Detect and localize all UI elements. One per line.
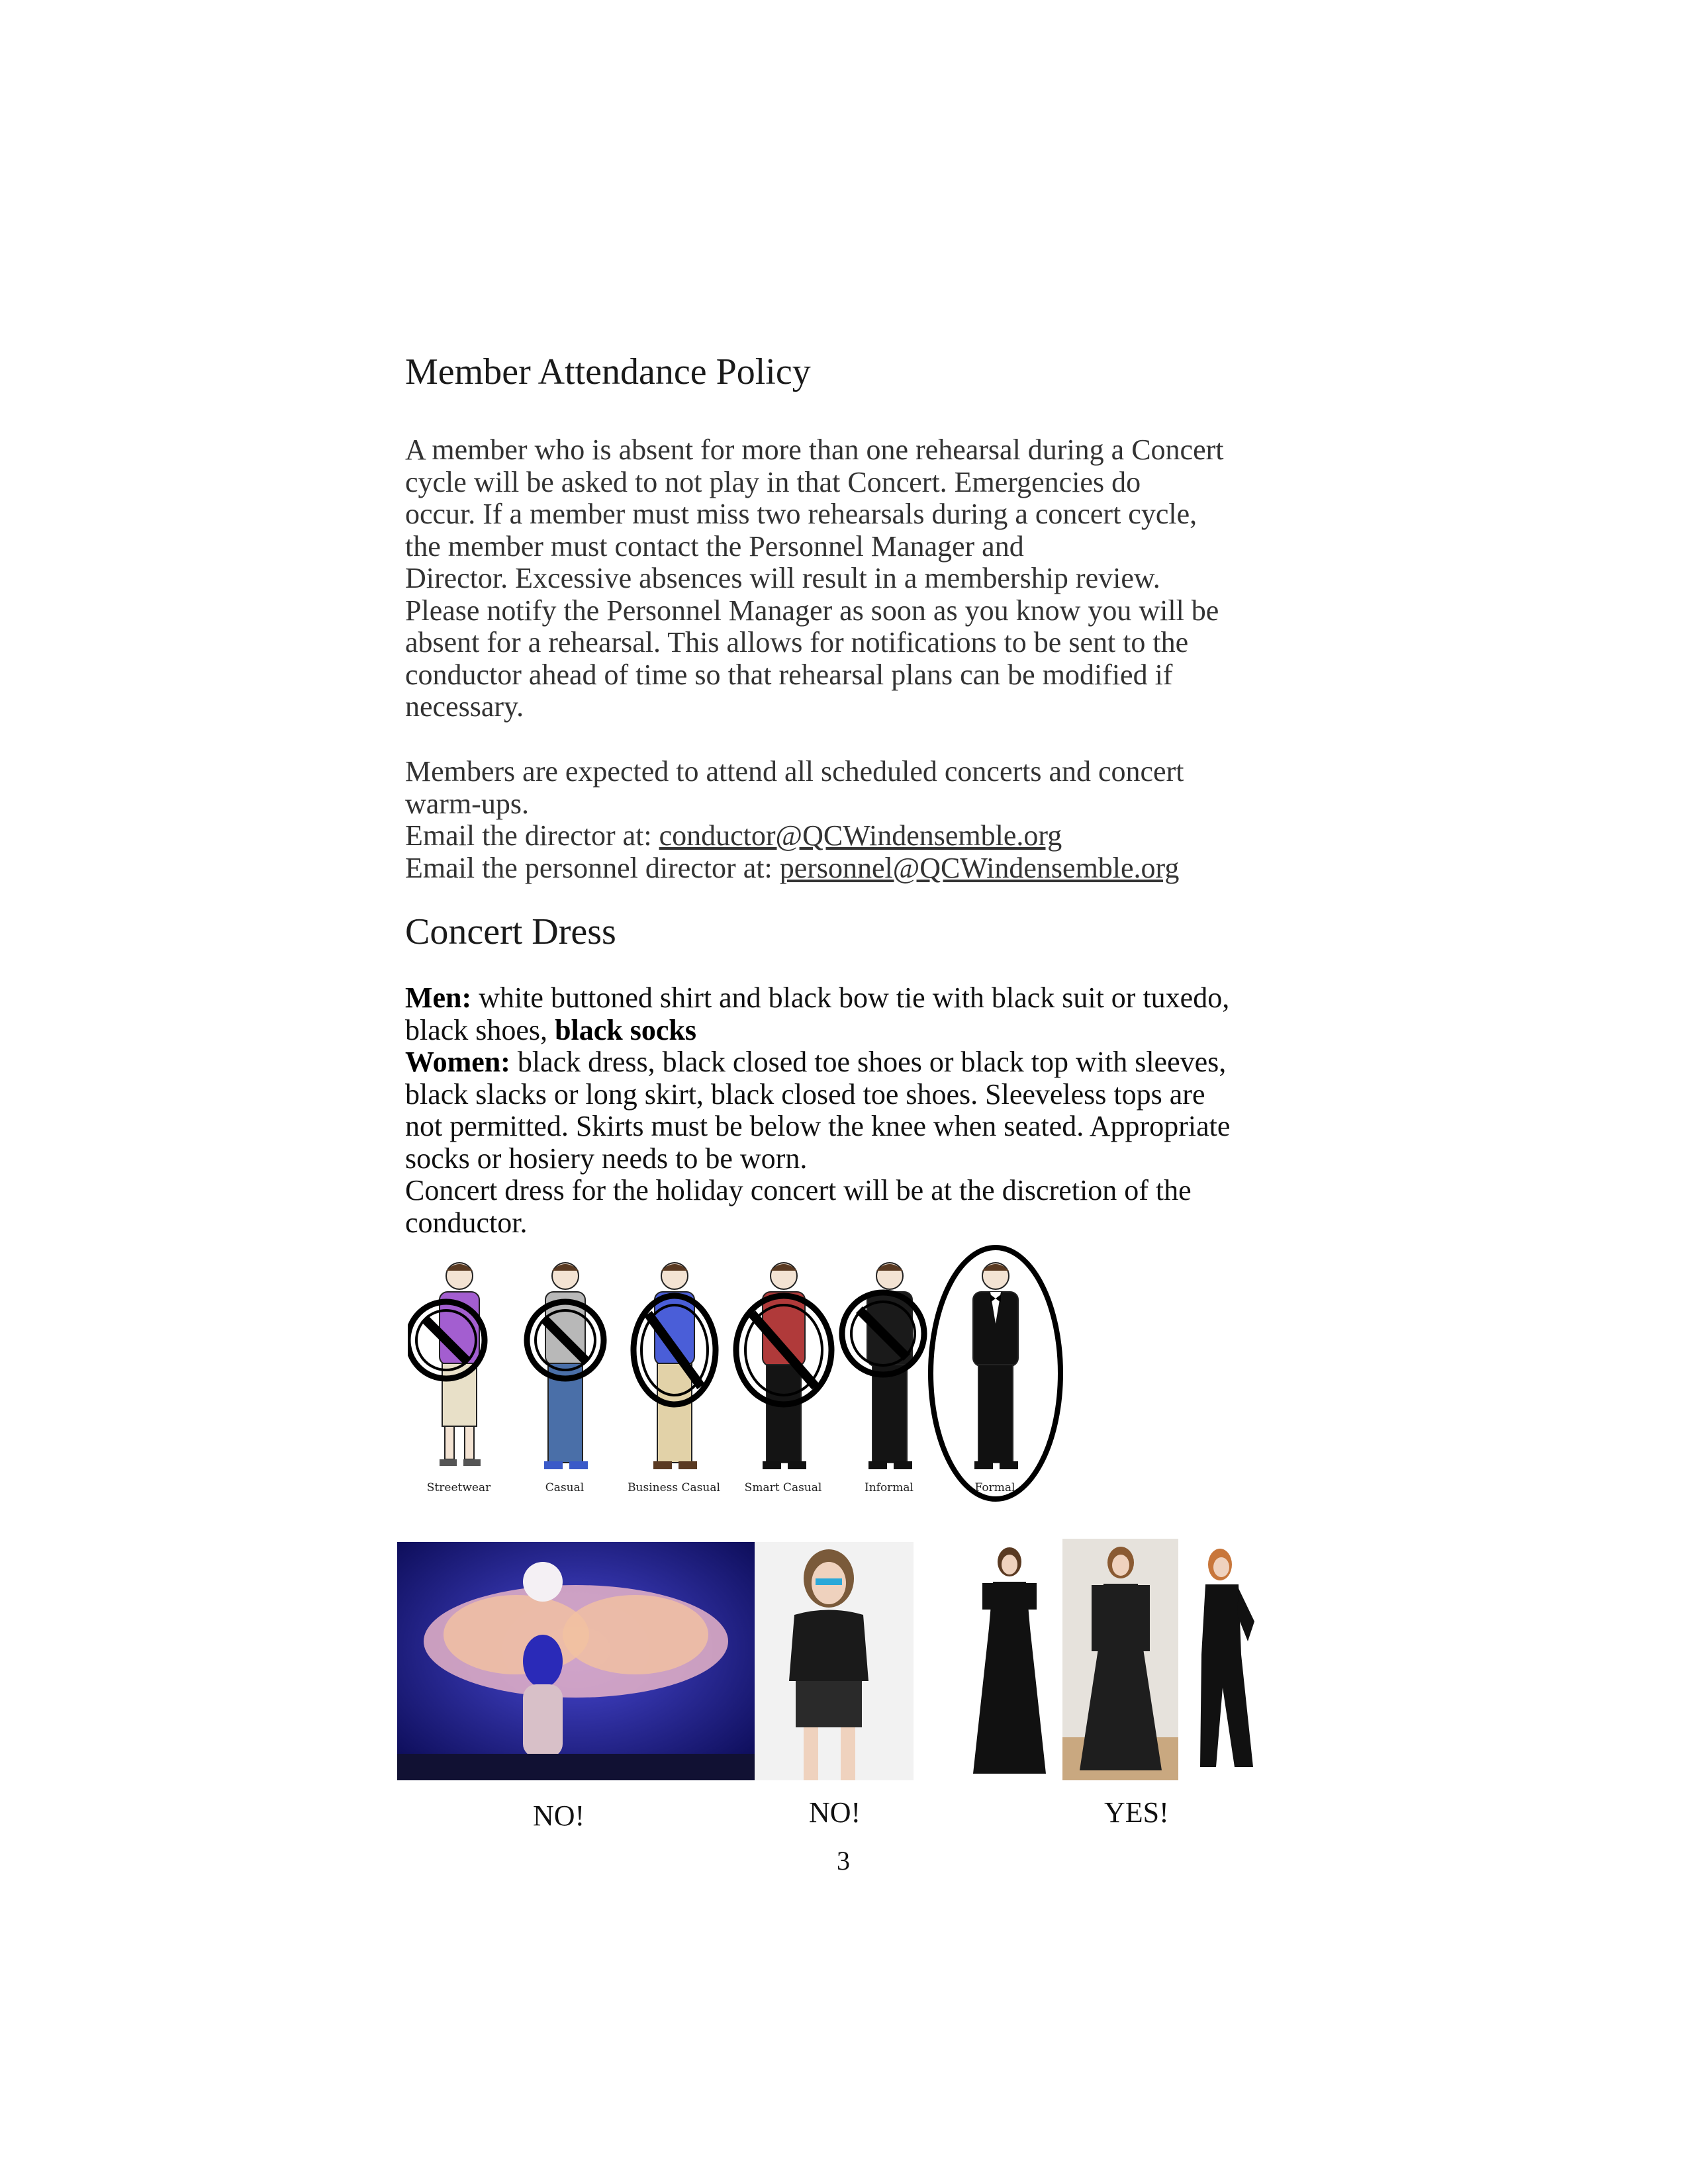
- attendance-heading: Member Attendance Policy: [405, 351, 811, 392]
- dress-heading: Concert Dress: [405, 911, 616, 952]
- women-line: [405, 1046, 1319, 1079]
- women-line: black slacks or long skirt, black closed toe shoes. Sleeveless tops are: [405, 1077, 1205, 1111]
- photo-stage-costume: [397, 1542, 755, 1780]
- men-text: black shoes,: [405, 1013, 555, 1046]
- stage-costume-image: [397, 1542, 755, 1780]
- women-line: not permitted. Skirts must be below the knee when seated. Appropriate: [405, 1110, 1231, 1142]
- black-gown-image: [1062, 1539, 1178, 1780]
- photo-black-gown-short-sleeve: [966, 1542, 1053, 1780]
- attendance-line: necessary.: [405, 690, 524, 723]
- email-director-label: Email the director at:: [405, 819, 659, 852]
- figure-label: Formal: [974, 1481, 1015, 1494]
- men-line: [405, 1015, 1319, 1047]
- figure-casual: [514, 1251, 616, 1494]
- figure-streetwear: [408, 1251, 510, 1494]
- attendance-line: occur. If a member must miss two rehearsals during a concert cycle,: [405, 498, 1197, 530]
- photo-mini-skirt: [755, 1542, 914, 1780]
- figure-business-casual: [623, 1251, 726, 1494]
- black-gown-image: [966, 1542, 1053, 1780]
- figure-label: Smart Casual: [744, 1481, 822, 1494]
- caption-no-1: NO!: [533, 1799, 585, 1832]
- figure-label: Streetwear: [426, 1481, 491, 1494]
- man-figure-icon: [514, 1251, 616, 1489]
- figure-informal: [838, 1251, 941, 1494]
- men-dress-figures: [395, 1251, 1083, 1509]
- women-text: black dress, black closed toe shoes or black top with sleeves,: [510, 1046, 1227, 1078]
- attendance-line: conductor ahead of time so that rehearsal plans can be modified if: [405, 658, 1173, 691]
- dress-section: [405, 911, 1305, 953]
- attendance-line: Please notify the Personnel Manager as soon as you know you will be: [405, 594, 1219, 627]
- holiday-line: Concert dress for the holiday concert will be at the discretion of the: [405, 1174, 1192, 1206]
- men-socks: black socks: [555, 1013, 697, 1046]
- attendance-line: the member must contact the Personnel Manager and: [405, 529, 1024, 563]
- figure-label: Informal: [864, 1481, 914, 1494]
- holiday-line: conductor.: [405, 1206, 528, 1239]
- men-line: [405, 982, 1319, 1015]
- attendance-section: [405, 351, 1305, 393]
- mini-skirt-image: [755, 1542, 914, 1780]
- caption-no-2: NO!: [809, 1796, 861, 1829]
- concerts-line: Members are expected to attend all scheduled concerts and concert: [405, 755, 1184, 788]
- email-director-link[interactable]: conductor@QCWindensemble.org: [659, 819, 1062, 852]
- man-figure-icon: [623, 1251, 726, 1489]
- attendance-line: A member who is absent for more than one rehearsal during a Concert: [405, 433, 1224, 466]
- women-label: Women:: [405, 1046, 510, 1078]
- figure-label: Business Casual: [628, 1481, 720, 1494]
- black-pantsuit-image: [1182, 1542, 1268, 1780]
- attendance-line: cycle will be asked to not play in that Concert. Emergencies do: [405, 465, 1141, 498]
- attendance-paragraph: [405, 434, 1305, 723]
- email-director-line: [405, 820, 1305, 852]
- figure-formal: [944, 1251, 1047, 1494]
- man-figure-icon: [732, 1251, 835, 1489]
- caption-yes: YES!: [1104, 1796, 1169, 1829]
- photo-black-gown-long-sleeve: [1062, 1539, 1178, 1780]
- email-personnel-label: Email the personnel director at:: [405, 851, 780, 884]
- figure-label: Casual: [545, 1481, 585, 1494]
- email-personnel-link[interactable]: personnel@QCWindensemble.org: [779, 851, 1180, 884]
- figure-smart-casual: [732, 1251, 835, 1494]
- men-text: white buttoned shirt and black bow tie with black suit or tuxedo,: [471, 981, 1230, 1014]
- attendance-line: Director. Excessive absences will result in a membership review.: [405, 562, 1160, 594]
- man-figure-icon: [838, 1251, 941, 1489]
- page-number: 3: [837, 1846, 850, 1876]
- man-figure-icon: [944, 1251, 1047, 1489]
- women-line: socks or hosiery needs to be worn.: [405, 1142, 808, 1175]
- dress-paragraph: [405, 982, 1319, 1239]
- attendance-line: absent for a rehearsal. This allows for notifications to be sent to the: [405, 626, 1189, 659]
- man-figure-icon: [408, 1251, 510, 1489]
- concerts-line: warm-ups.: [405, 787, 529, 820]
- email-personnel-line: [405, 852, 1305, 885]
- concerts-paragraph: [405, 756, 1305, 884]
- men-label: Men:: [405, 981, 472, 1014]
- photo-black-pantsuit: [1182, 1542, 1268, 1780]
